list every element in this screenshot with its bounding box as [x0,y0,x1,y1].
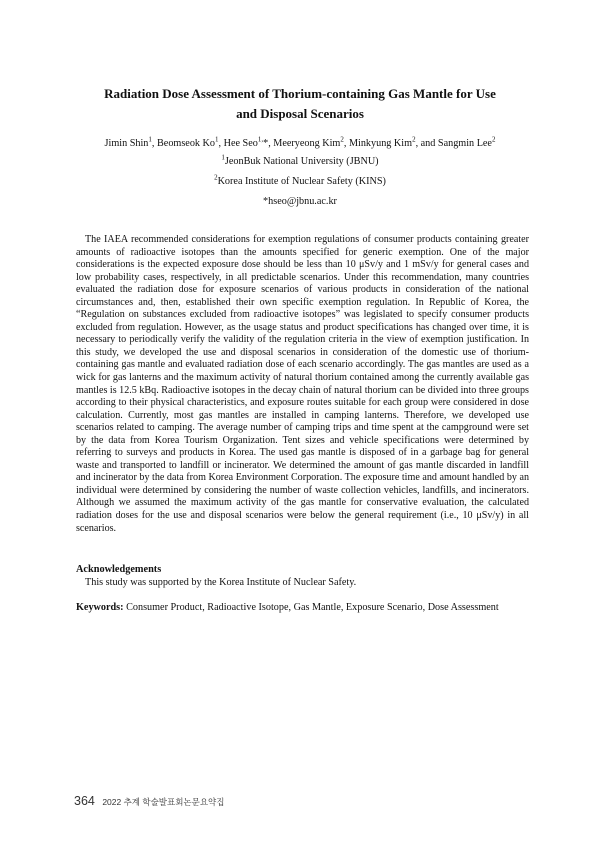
author-separator: , [218,138,224,149]
author-affiliation-marker: 2 [491,135,496,144]
affiliation-1-marker: 1 [221,153,225,162]
journal-name: 2022 추계 학술발표회논문요약집 [102,797,225,807]
keywords-text: Consumer Product, Radioactive Isotope, Gas Mantle, Exposure Scenario, Dose Assessment [123,602,499,613]
author-name: Hee Seo [223,138,258,149]
author-name: Jimin Shin [104,138,149,149]
author-affiliation-marker: 2 [340,135,344,144]
paper-title [60,84,540,124]
author-separator: , [268,138,274,149]
author-affiliation-marker: 2 [412,135,416,144]
affiliation-1-text: JeonBuk National University (JBNU) [224,156,379,167]
keywords [76,602,536,613]
affiliation-2-marker: 2 [214,173,218,182]
author-name: Minkyung Kim [348,138,413,149]
title-line-2: and Disposal Scenarios [236,106,364,121]
author-affiliation-marker: 1 [215,135,219,144]
corresponding-email[interactable]: *hseo@jbnu.ac.kr [263,196,337,207]
author-affiliation-marker: 1 [148,135,152,144]
acknowledgements-heading: Acknowledgements [76,564,162,575]
page-footer [74,792,224,810]
page-number: 364 [74,794,95,808]
author-separator: , [151,138,157,149]
affiliation-2-text: Korea Institute of Nuclear Safety (KINS) [217,176,386,187]
title-line-1: Radiation Dose Assessment of Thorium-containing Gas Mantle for Use [104,86,496,101]
abstract-text: The IAEA recommended considerations for exemption regulations of consumer products containing greater amounts of radioactive isotopes than the amounts specified for generic exemption. One of the major considerations is the expected exposure dose should be less than 10 μSv/y and 1 mSv/y for general cases and low probability cases, respectively, in all predictable scenarios. Under this recommendation, many countries evaluated the radiation dose for exposure scenarios of various products in consideration of the national circumstances and, then, established their own specific exemption regulation. In Republic of Korea, the “Regulation on substances excluded from radioactive isotopes” was legislated to specify consumer products excluded from regulation. However, as the usage status and product specifications has changed over time, it is necessary to periodically verify the validity of the regulation criteria in the view of exemption justification. In this study, we developed the use and disposal scenarios in consideration of the domestic use of thorium-containing gas mantle and evaluated radiation dose of each scenario accordingly. The gas mantles are used as a wick for gas lanterns and the maximum activity of natural thorium contained among the currently available gas mantles is 12.5 kBq. Radioactive isotopes in the decay chain of natural thorium can be divided into three groups according to their physical characteristics, and exposure routes suitable for each group were considered in dose calculation. Currently, most gas mantles are installed in camping lanterns. Therefore, we developed use scenarios related to camping. The average number of camping trips and time spent at the campground were set by the data from Korea Tourism Organization. Tent sizes and vehicle specifications were determined by referring to surveys and products in Korea. The used gas mantle is disposed of in a garbage bag for general waste and transported to landfill or incinerator. We determined the amount of gas mantle discarded in landfill and incinerator by the data from Korea Environment Corporation. The exposure time and amount handled by an individual were determined by considering the number of waste collection vehicles, landfills, and incinerators. Although we assumed the maximum activity of the gas mantle for conservative evaluation, the calculated radiation doses for the use and disposal scenarios were below the general requirement (i.e., 10 μSv/y) in all scenarios. [76,234,529,534]
author-separator: , and [415,138,438,149]
affiliation-1 [40,155,560,168]
corresponding-author-mark: * [263,138,269,149]
author-separator: , [343,138,349,149]
author-list [40,137,560,150]
acknowledgements-text: This study was supported by the Korea Institute of Nuclear Safety. [85,577,357,588]
author-affiliation-marker: 1, [257,135,264,144]
author-name: Meeryeong Kim [273,138,341,149]
author-name: Beomseok Ko [157,138,216,149]
author-name: Sangmin Lee [437,138,492,149]
affiliation-2 [40,175,560,188]
keywords-label: Keywords: [76,602,124,613]
